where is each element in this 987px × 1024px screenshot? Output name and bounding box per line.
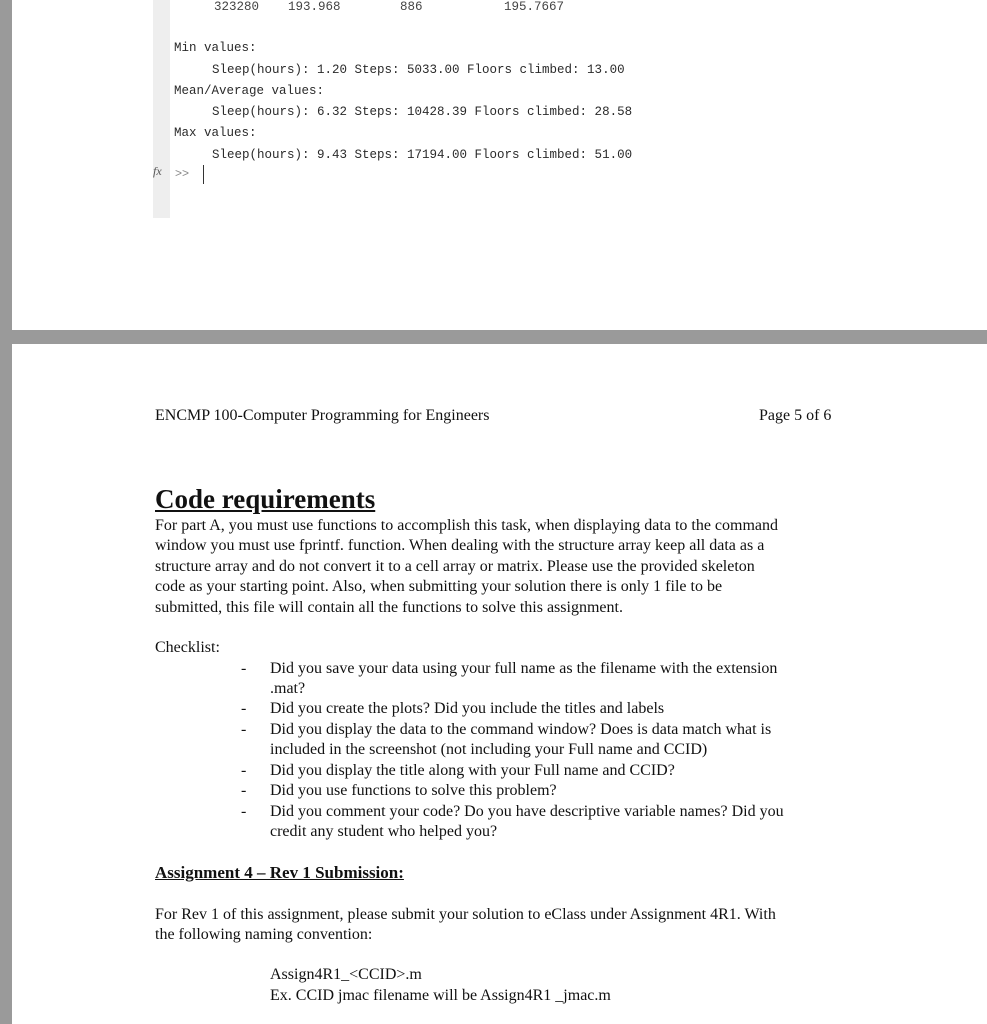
min-values-line: Sleep(hours): 1.20 Steps: 5033.00 Floors climbed: 13.00 (212, 63, 625, 77)
submission-heading: Assignment 4 – Rev 1 Submission: (155, 863, 404, 882)
checklist-item-line: Did you display the title along with your Full name and CCID? (270, 762, 675, 779)
bullet-dash: - (241, 803, 247, 820)
checklist-item-line: Did you use functions to solve this problem? (270, 782, 557, 799)
page-header-title: ENCMP 100-Computer Programming for Engineers (155, 407, 490, 424)
checklist-item-line: Did you create the plots? Did you include the titles and labels (270, 700, 665, 717)
paragraph-line: For Rev 1 of this assignment, please submit your solution to eClass under Assignment 4R1. With (155, 906, 776, 923)
max-values-line: Sleep(hours): 9.43 Steps: 17194.00 Floors climbed: 51.00 (212, 148, 633, 162)
paragraph-line: the following naming convention: (155, 926, 373, 944)
code-requirements-paragraph (155, 516, 778, 618)
checklist-item (270, 699, 664, 719)
text-cursor[interactable] (203, 165, 204, 184)
bullet-dash: - (241, 700, 247, 717)
paragraph-line: For part A, you must use functions to accomplish this task, when displaying data to the command (155, 517, 779, 534)
console-top-value-4: 195.7667 (504, 0, 565, 14)
checklist-item-line: credit any student who helped you? (270, 823, 498, 841)
checklist-item (270, 761, 675, 781)
max-values-title: Max values: (174, 126, 257, 140)
mean-values-title: Mean/Average values: (174, 84, 325, 98)
paragraph-line: window you must use fprintf. function. When dealing with the structure array keep all data as a (155, 537, 765, 555)
bullet-dash: - (241, 660, 247, 677)
checklist-item-line: Did you display the data to the command window? Does is data match what is (270, 721, 772, 738)
paragraph-line: submitted, this file will contain all the functions to solve this assignment. (155, 598, 623, 616)
console-top-value-2: 193.968 (288, 0, 341, 14)
paragraph-line: code as your starting point. Also, when submitting your solution there is only 1 file to be (155, 578, 723, 596)
checklist-label: Checklist: (155, 639, 220, 656)
bullet-dash: - (241, 762, 247, 779)
filename-example: Ex. CCID jmac filename will be Assign4R1 _jmac.m (270, 987, 611, 1004)
checklist-item (270, 802, 784, 843)
command-prompt: >> (175, 166, 190, 180)
checklist-item (270, 720, 771, 761)
checklist-item-line: .mat? (270, 680, 306, 698)
checklist-item-line: Did you comment your code? Do you have descriptive variable names? Did you (270, 803, 784, 820)
console-top-value-3: 886 (400, 0, 423, 14)
page-number: Page 5 of 6 (759, 407, 832, 424)
min-values-title: Min values: (174, 41, 257, 55)
document-page (12, 344, 987, 1024)
checklist-item (270, 659, 777, 700)
paragraph-line: structure array and do not convert it to a cell array or matrix. Please use the provided skeleton (155, 557, 755, 575)
submission-paragraph (155, 905, 776, 946)
checklist-item-line: Did you save your data using your full name as the filename with the extension (270, 660, 778, 677)
console-top-value-1: 323280 (214, 0, 260, 14)
command-gutter (153, 0, 170, 218)
mean-values-line: Sleep(hours): 6.32 Steps: 10428.39 Floors climbed: 28.58 (212, 105, 633, 119)
code-requirements-heading: Code requirements (155, 484, 376, 514)
bullet-dash: - (241, 721, 247, 738)
matlab-output-panel (12, 0, 987, 330)
fx-icon[interactable]: fx (153, 164, 162, 178)
checklist-item (270, 781, 557, 801)
bullet-dash: - (241, 782, 247, 799)
filename-pattern: Assign4R1_<CCID>.m (270, 966, 422, 983)
checklist-item-line: included in the screenshot (not including your Full name and CCID) (270, 741, 708, 759)
